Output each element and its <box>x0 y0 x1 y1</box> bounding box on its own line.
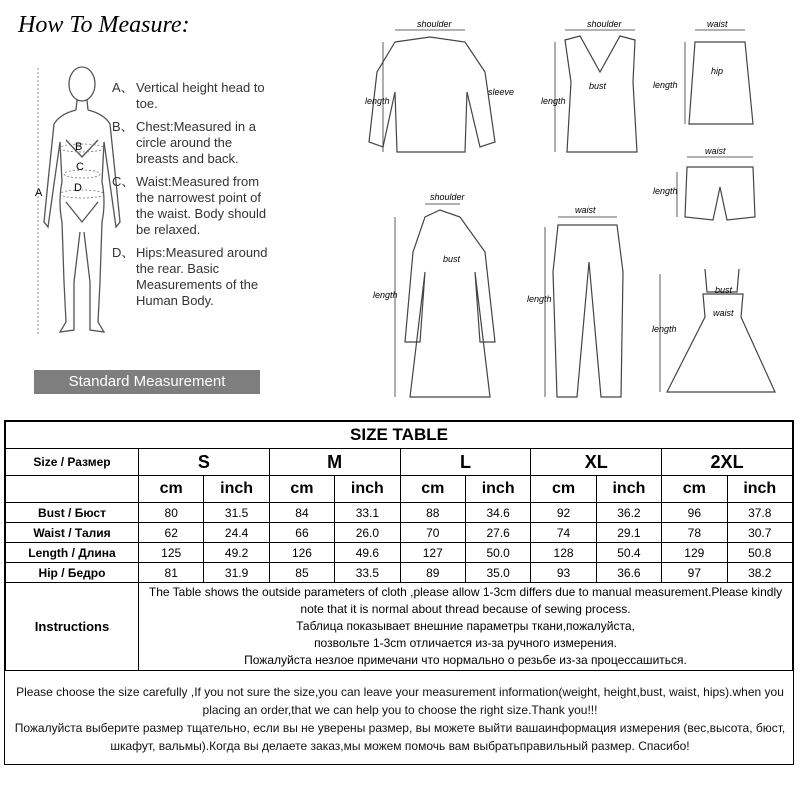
cell: 92 <box>531 503 596 523</box>
unit-cm: cm <box>531 476 596 503</box>
cell: 80 <box>139 503 204 523</box>
blouse-icon <box>369 37 495 152</box>
cell: 89 <box>400 563 465 583</box>
cell: 24.4 <box>204 523 269 543</box>
table-row <box>6 503 793 523</box>
footer-note <box>5 683 795 755</box>
table-row <box>6 563 793 583</box>
cell: 29.1 <box>596 523 661 543</box>
footer-note-en: Please choose the size carefully ,If you not sure the size,you can leave your measurement information(weight, height,bust, waist, hips).when you placing an order,that we can help you to choose the right size.Thank you!!! <box>16 685 784 717</box>
svg-text:waist: waist <box>707 19 728 29</box>
mark-b: B <box>75 141 83 153</box>
cell: 66 <box>269 523 334 543</box>
svg-text:length: length <box>365 96 390 106</box>
vest-icon <box>565 36 637 152</box>
cell: 78 <box>662 523 727 543</box>
svg-text:length: length <box>652 324 677 334</box>
row-label: Length / Длина <box>6 543 139 563</box>
step-c: C、 Waist:Measured from the narrowest point of the waist. Body should be relaxed. <box>112 174 267 237</box>
svg-text:shoulder: shoulder <box>587 19 622 29</box>
svg-text:hip: hip <box>711 66 724 76</box>
cell: 26.0 <box>335 523 400 543</box>
cell: 30.7 <box>727 523 792 543</box>
garment-diagrams <box>355 12 795 407</box>
cell: 128 <box>531 543 596 563</box>
table-row <box>6 543 793 563</box>
svg-text:length: length <box>373 290 398 300</box>
unit-blank <box>6 476 139 503</box>
cell: 96 <box>662 503 727 523</box>
svg-text:waist: waist <box>575 205 596 215</box>
size-m: M <box>269 449 400 476</box>
cell: 49.2 <box>204 543 269 563</box>
table-title-row <box>6 422 793 449</box>
table-row <box>6 523 793 543</box>
cell: 62 <box>139 523 204 543</box>
cell: 81 <box>139 563 204 583</box>
unit-cm: cm <box>400 476 465 503</box>
svg-text:shoulder: shoulder <box>417 19 452 29</box>
unit-cm: cm <box>662 476 727 503</box>
cell: 33.1 <box>335 503 400 523</box>
instructions-label: Instructions <box>6 583 139 671</box>
instructions-text: The Table shows the outside parameters of cloth ,please allow 1-3cm differs due to manual measurement.Please kindly note that it is normal about thread because of sewing process. Таблица показывает внешние параметры ткани,пожалуйста, позвольте 1-3cm отличается из-за ручного измерения. Пожалуйста незлое примечани что нормально о резьбе из-за процессашиться. <box>139 583 793 671</box>
cell: 125 <box>139 543 204 563</box>
svg-text:sleeve: sleeve <box>488 87 515 97</box>
size-2xl: 2XL <box>662 449 793 476</box>
cell: 33.5 <box>335 563 400 583</box>
unit-inch: inch <box>465 476 530 503</box>
cell: 38.2 <box>727 563 792 583</box>
unit-cm: cm <box>139 476 204 503</box>
standard-measurement-label: Standard Measurement <box>34 370 260 394</box>
svg-text:bust: bust <box>443 254 461 264</box>
row-label: Bust / Бюст <box>6 503 139 523</box>
cell: 70 <box>400 523 465 543</box>
cell: 27.6 <box>465 523 530 543</box>
shorts-icon <box>685 167 755 220</box>
svg-text:waist: waist <box>705 146 726 156</box>
size-s: S <box>139 449 270 476</box>
row-label: Waist / Талия <box>6 523 139 543</box>
cell: 74 <box>531 523 596 543</box>
table-title: SIZE TABLE <box>6 422 793 449</box>
measure-steps <box>112 80 272 316</box>
mark-d: D <box>74 182 82 194</box>
cell: 35.0 <box>465 563 530 583</box>
cell: 50.0 <box>465 543 530 563</box>
cell: 126 <box>269 543 334 563</box>
unit-row <box>6 476 793 503</box>
cell: 129 <box>662 543 727 563</box>
cell: 36.2 <box>596 503 661 523</box>
step-d: D、 Hips:Measured around the rear. Basic Measurements of the Human Body. <box>112 245 268 308</box>
cell: 84 <box>269 503 334 523</box>
pants-icon <box>553 225 623 397</box>
cell: 37.8 <box>727 503 792 523</box>
svg-text:shoulder: shoulder <box>430 192 465 202</box>
cell: 88 <box>400 503 465 523</box>
size-row <box>6 449 793 476</box>
coat-icon <box>405 210 495 397</box>
size-xl: XL <box>531 449 662 476</box>
instructions-row <box>6 583 793 671</box>
cell: 127 <box>400 543 465 563</box>
step-b: B、 Chest:Measured in a circle around the breasts and back. <box>112 119 256 166</box>
svg-text:length: length <box>653 80 678 90</box>
svg-text:waist: waist <box>713 308 734 318</box>
cell: 49.6 <box>335 543 400 563</box>
cell: 31.5 <box>204 503 269 523</box>
unit-inch: inch <box>335 476 400 503</box>
svg-text:length: length <box>527 294 552 304</box>
size-l: L <box>400 449 531 476</box>
unit-cm: cm <box>269 476 334 503</box>
cell: 36.6 <box>596 563 661 583</box>
cell: 50.8 <box>727 543 792 563</box>
size-label: Size / Размер <box>6 449 139 476</box>
svg-text:length: length <box>541 96 566 106</box>
cell: 31.9 <box>204 563 269 583</box>
unit-inch: inch <box>204 476 269 503</box>
size-table <box>5 421 793 671</box>
svg-text:bust: bust <box>589 81 607 91</box>
row-label: Hip / Бедро <box>6 563 139 583</box>
skirt-icon <box>689 42 753 124</box>
unit-inch: inch <box>727 476 792 503</box>
footer-note-ru: Пожалуйста выберите размер тщательно, если вы не уверены размер, вы можете выйти вашаинформация измерения (вес,высота, бюст, шкафут, вальмы).Когда вы делаете заказ,мы можем помочь вам выбратьправильный размер. Спасибо! <box>14 721 786 753</box>
cell: 34.6 <box>465 503 530 523</box>
svg-text:bust: bust <box>715 285 733 295</box>
cell: 97 <box>662 563 727 583</box>
page-title: How To Measure: <box>18 12 190 38</box>
unit-inch: inch <box>596 476 661 503</box>
step-a: A、 Vertical height head to toe. <box>112 80 265 111</box>
svg-text:length: length <box>653 186 678 196</box>
mark-c: C <box>76 161 84 173</box>
mark-a: A <box>35 187 43 199</box>
cell: 50.4 <box>596 543 661 563</box>
cell: 85 <box>269 563 334 583</box>
cell: 93 <box>531 563 596 583</box>
